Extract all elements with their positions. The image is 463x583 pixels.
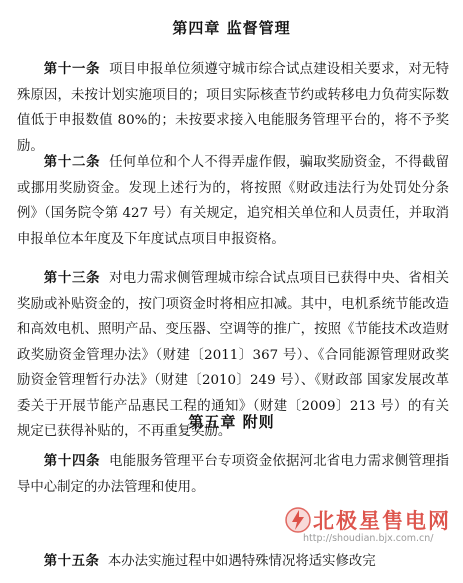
article-11 <box>17 57 449 159</box>
article-12 <box>17 150 449 252</box>
article-15-text: 本办法实施过程中如遇特殊情况将适实修改完 <box>107 554 376 569</box>
chapter-5-heading: 第五章 附则 <box>188 413 275 431</box>
article-12-text: 任何单位和个人不得弄虚作假，骗取奖励资金，不得截留或挪用奖励资金。发现上述行为的，将按照《财政违法行为处罚处分条例》（国务院令第 427 号）有关规定，追究相关单位和人员责任，并取消申报单位本年度及下年度试点项目申报资格。 <box>17 155 450 247</box>
watermark-title: 北极星售电网 <box>313 509 451 533</box>
site-watermark <box>285 505 455 555</box>
article-14-number: 第十四条 <box>43 454 101 469</box>
article-13-number: 第十三条 <box>43 271 101 286</box>
article-14-text: 电能服务管理平台专项资金依据河北省电力需求侧管理指导中心制定的办法管理和使用。 <box>17 454 450 495</box>
article-11-number: 第十一条 <box>43 62 101 77</box>
article-12-number: 第十二条 <box>43 155 101 170</box>
article-11-text: 项目申报单位须遵守城市综合试点建设相关要求，对无特殊原因，未按计划实施项目的；项目实际核查节约或转移电力负荷实际数值低于申报数值 80%的；未按要求接入电能服务管理平台的，将不予奖励。 <box>17 62 450 154</box>
article-13-text: 对电力需求侧管理城市综合试点项目已获得中央、省相关奖励或补贴资金的，按门项资金时将相应扣减。其中，电机系统节能改造和高效电机、照明产品、变压器、空调等的推广，按照《节能技术改造财政奖励资金管理办法》（财建〔2011〕367 号）、《合同能源管理财政奖励资金管理暂行办法》（财建〔2010〕249 号）、《财政部 国家发展改革委关于开展节能产品惠民工程的通知》（财建〔2009〕213 号）的有关规定已获得补贴的，不再重复奖励。 <box>17 271 450 439</box>
chapter-4-heading: 第四章 监督管理 <box>172 19 291 37</box>
watermark-url: http://shoudian.bjx.com.cn/ <box>303 533 434 544</box>
article-15-number: 第十五条 <box>43 554 100 569</box>
article-15 <box>17 549 449 575</box>
article-14 <box>17 449 449 500</box>
lightning-logo-icon <box>285 507 311 533</box>
